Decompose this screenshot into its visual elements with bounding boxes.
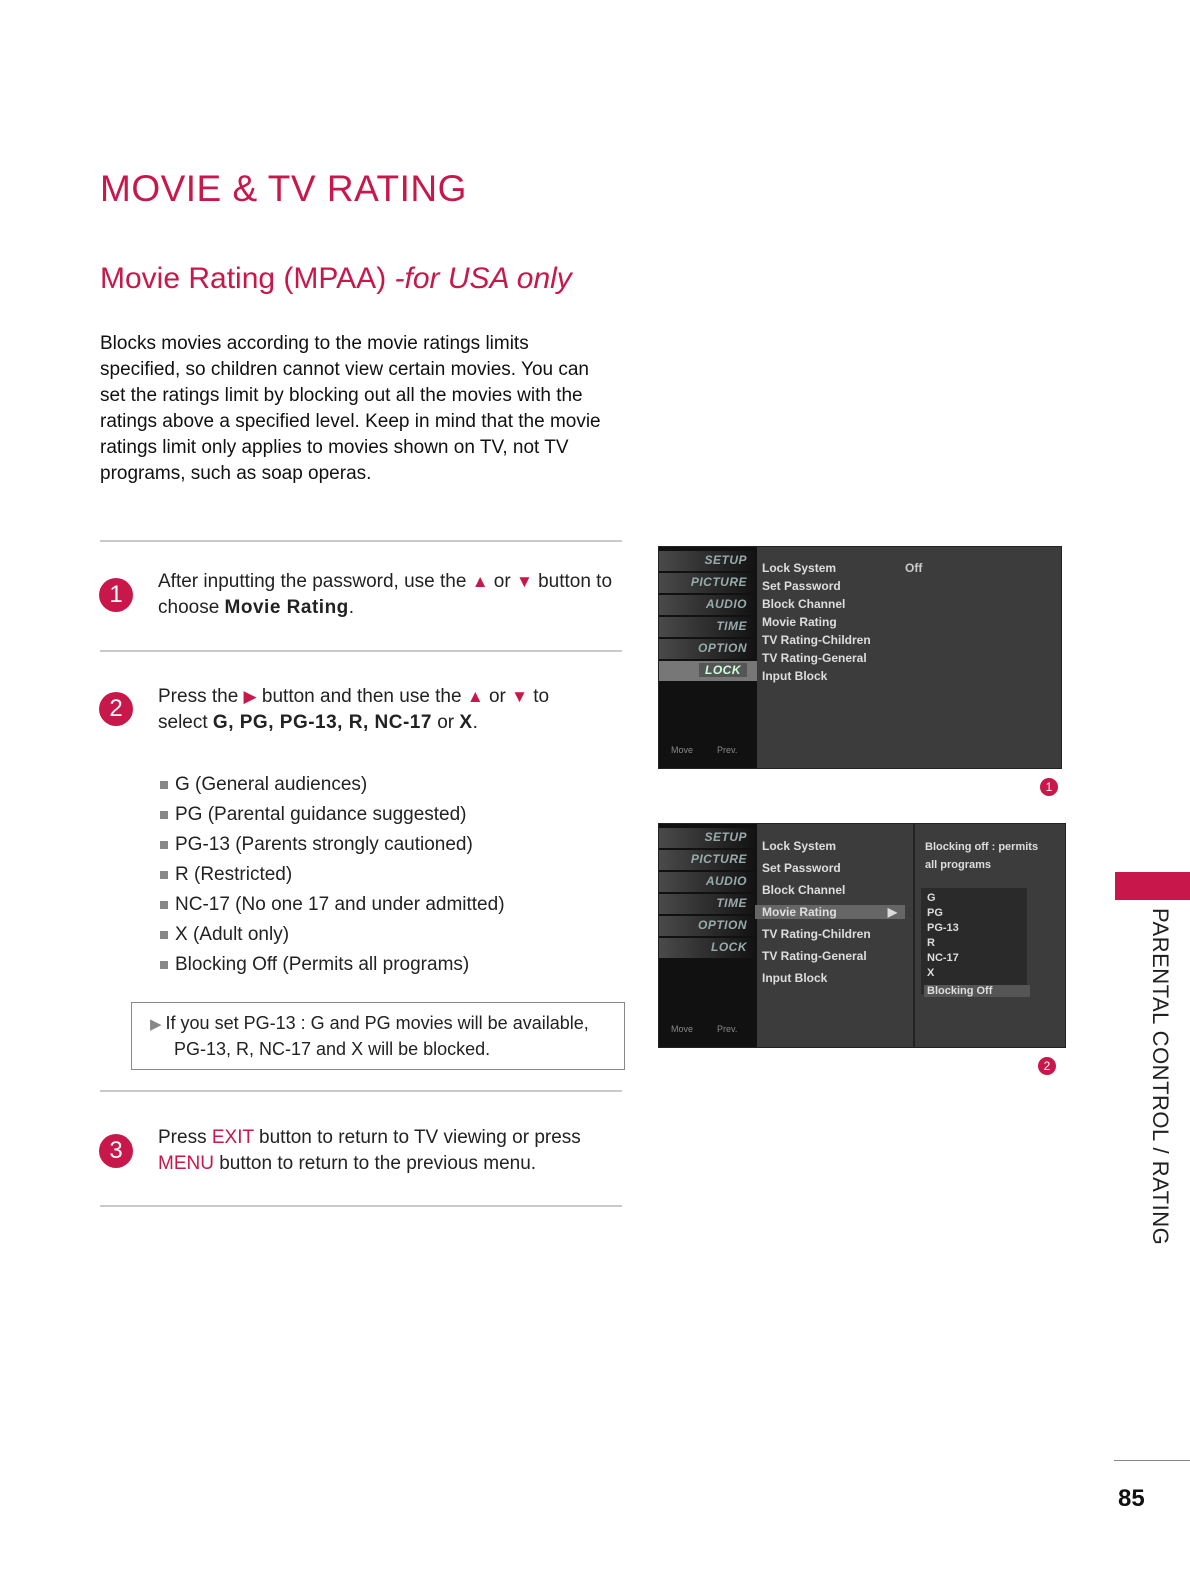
tab-audio[interactable]: AUDIO [705,874,747,888]
bullet-icon [160,781,168,789]
menu-item-block-channel[interactable]: Block Channel [762,597,846,611]
side-section-label: PARENTAL CONTROL / RATING [1148,908,1173,1246]
side-tab-marker [1115,872,1190,900]
down-arrow-icon: ▼ [515,572,533,591]
menu-item-tv-rating-general[interactable]: TV Rating-General [762,651,867,665]
tab-setup[interactable]: SETUP [704,553,747,567]
menu-item-tv-rating-children[interactable]: TV Rating-Children [762,633,871,647]
tab-lock[interactable]: LOCK [711,940,747,954]
page-number-rule [1114,1460,1190,1461]
bullet-icon [160,901,168,909]
panel-divider [913,824,915,1047]
divider [100,540,622,542]
subtitle-italic: -for USA only [394,262,572,295]
step-3-text: Press EXIT button to return to TV viewing or press MENU button to return to the previous menu. [158,1127,581,1174]
bullet-icon [160,931,168,939]
rating-option-blocking-off[interactable]: Blocking Off [924,985,1030,997]
step-2-text: Press the ▶ button and then use the ▲ or ▼ to select G, PG, PG-13, R, NC-17 or X. [158,686,550,733]
tab-picture[interactable]: PICTURE [690,852,747,866]
tab-time[interactable]: TIME [716,896,747,910]
menu-item-lock-system[interactable]: Lock System [762,561,837,575]
list-item: NC-17 (No one 17 and under admitted) [160,890,505,920]
figure-number: 1 [1040,778,1058,796]
rating-option-nc17[interactable]: NC-17 [927,952,959,964]
menu-item-input-block[interactable]: Input Block [762,971,828,985]
tab-picture[interactable]: PICTURE [690,575,747,589]
lock-system-value: Off [905,561,923,575]
bullet-icon [160,841,168,849]
menu-key-label: MENU [158,1153,214,1174]
page-number: 85 [1118,1485,1145,1512]
step-number: 2 [99,692,133,726]
info-line-2: all programs [925,859,992,871]
bullet-icon [160,961,168,969]
step-number: 1 [99,578,133,612]
up-arrow-icon: ▲ [466,687,484,706]
footer-prev: Prev. [717,1024,738,1034]
bullet-icon [160,871,168,879]
tab-option[interactable]: OPTION [697,918,747,932]
note-arrow-icon: ▶ [150,1016,162,1033]
intro-paragraph: Blocks movies according to the movie ratings limits specified, so children cannot view certain movies. You can set the ratings limit by blocking out all the movies with the ratings above a specified level. Keep in mind that the movie ratings limit only applies to movies shown on TV, not TV programs, such as soap operas. [100,333,601,484]
tab-option[interactable]: OPTION [697,641,747,655]
footer-prev: Prev. [717,745,738,755]
menu-item-tv-rating-children[interactable]: TV Rating-Children [762,927,871,941]
footer-move: Move [671,1024,694,1034]
rating-option-pg13[interactable]: PG-13 [927,922,959,934]
menu-item-movie-rating-selected[interactable]: Movie Rating ▶ [755,905,905,919]
exit-key-label: EXIT [211,1127,254,1148]
list-item: R (Restricted) [160,860,505,890]
up-arrow-icon: ▲ [471,572,489,591]
rating-list-panel [921,888,1027,994]
menu-item-set-password[interactable]: Set Password [762,861,841,875]
list-item: X (Adult only) [160,920,505,950]
divider [100,650,622,652]
rating-option-g[interactable]: G [927,892,936,904]
tab-lock[interactable]: LOCK [699,663,747,677]
rating-option-r[interactable]: R [927,937,935,949]
step-number: 3 [99,1134,133,1168]
list-item: Blocking Off (Permits all programs) [160,950,505,980]
menu-item-movie-rating[interactable]: Movie Rating [762,615,837,629]
down-arrow-icon: ▼ [511,687,528,706]
submenu-arrow-icon: ▶ [887,905,897,919]
osd-tab-column [659,547,757,768]
list-item: PG-13 (Parents strongly cautioned) [160,830,505,860]
rating-list [160,770,505,980]
subtitle-main: Movie Rating (MPAA) [100,262,395,295]
divider [100,1205,622,1207]
menu-item-lock-system[interactable]: Lock System [762,839,837,853]
menu-item-input-block[interactable]: Input Block [762,669,828,683]
step-1-text: After inputting the password, use the ▲ or ▼ button to choose Movie Rating. [158,571,613,618]
osd-tab-column [659,824,757,1047]
bullet-icon [160,811,168,819]
menu-item-tv-rating-general[interactable]: TV Rating-General [762,949,867,963]
tab-time[interactable]: TIME [716,619,747,633]
info-line-1: Blocking off : permits [925,841,1039,853]
right-arrow-icon: ▶ [243,687,257,706]
list-item: G (General audiences) [160,770,505,800]
divider [100,1090,622,1092]
page-title: MOVIE & TV RATING [100,168,467,209]
list-item: PG (Parental guidance suggested) [160,800,505,830]
figure-number: 2 [1038,1057,1056,1075]
tab-audio[interactable]: AUDIO [705,597,747,611]
rating-option-x[interactable]: X [927,967,935,979]
section-subtitle [100,262,572,296]
menu-item-block-channel[interactable]: Block Channel [762,883,846,897]
tab-setup[interactable]: SETUP [704,830,747,844]
footer-move: Move [671,745,694,755]
rating-option-pg[interactable]: PG [927,907,943,919]
note-box: ▶ If you set PG-13 : G and PG movies will be available, PG-13, R, NC-17 and X will be blocked. [131,1002,625,1070]
menu-item-set-password[interactable]: Set Password [762,579,841,593]
